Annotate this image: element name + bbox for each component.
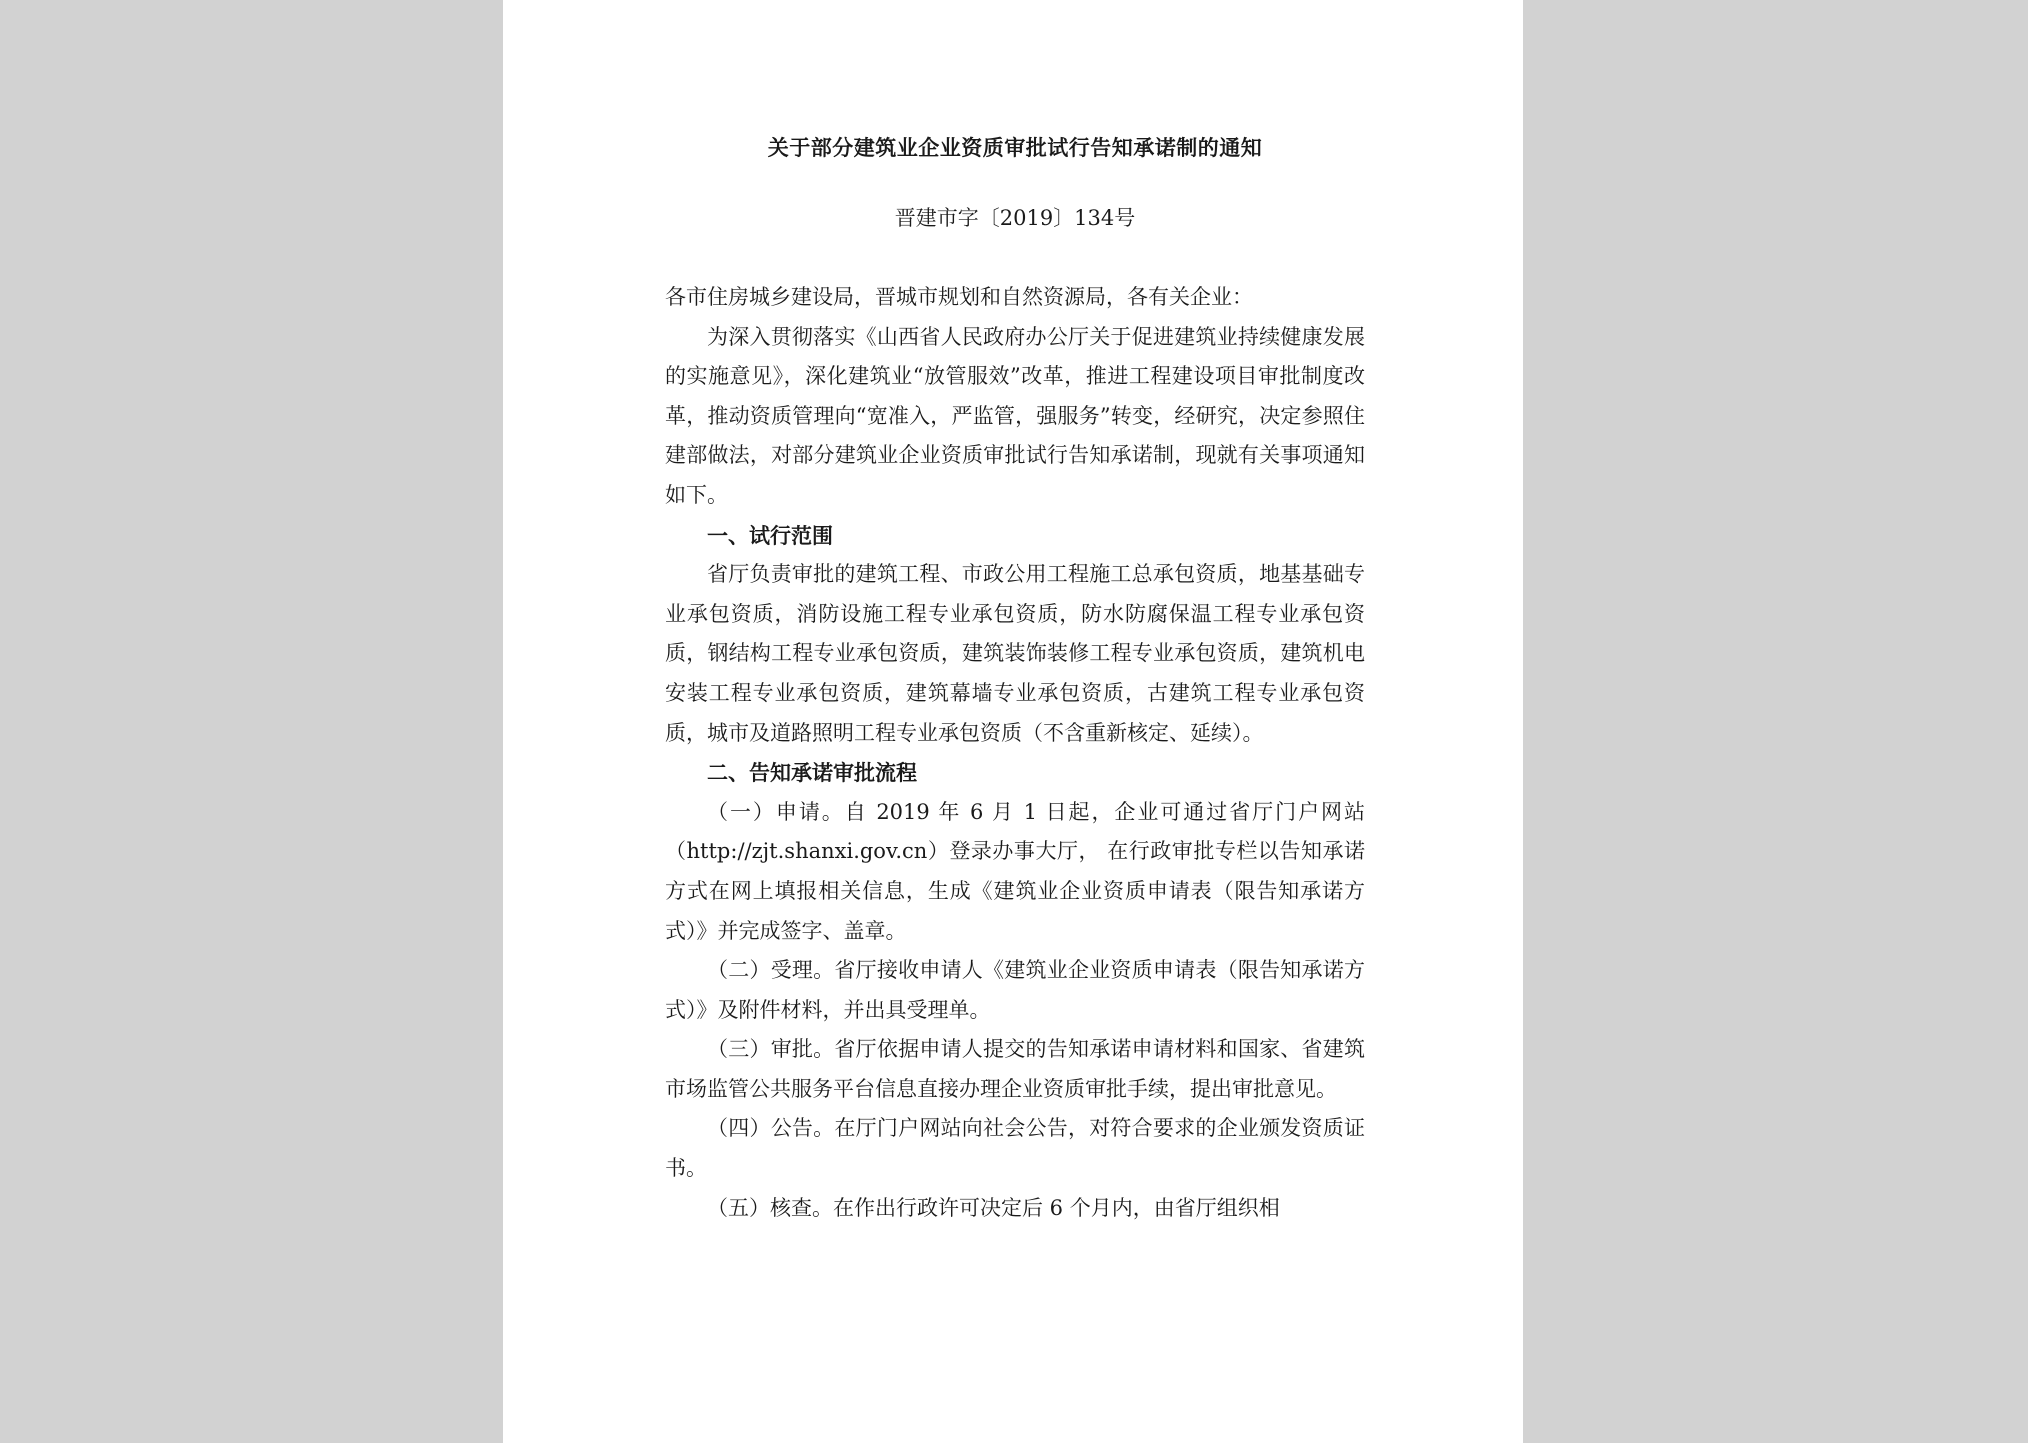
section-heading-process: 二、告知承诺审批流程	[707, 760, 917, 786]
process-step-approve: （三）审批。省厅依据申请人提交的告知承诺申请材料和国家、省建筑市场监管公共服务平台信息直接办理企业资质审批手续，提出审批意见。	[665, 1037, 1365, 1101]
document-title: 关于部分建筑业企业资质审批试行告知承诺制的通知	[767, 135, 1263, 160]
section-heading-scope: 一、试行范围	[707, 522, 833, 548]
document-page	[503, 0, 1523, 1443]
document-content	[665, 128, 1365, 1228]
addressee-line: 各市住房城乡建设局，晋城市规划和自然资源局，各有关企业：	[665, 285, 1253, 309]
process-step-apply: （一）申请。自 2019 年 6 月 1 日起，企业可通过省厅门户网站（http://zjt.shanxi.gov.cn）登录办事大厅， 在行政审批专栏以告知承诺方式在网上填报相关信息，生成《建筑业企业资质申请表（限告知承诺方式）》并完成签字、盖章。	[665, 799, 1365, 943]
process-step-accept: （二）受理。省厅接收申请人《建筑业企业资质申请表（限告知承诺方式）》及附件材料，并出具受理单。	[665, 958, 1365, 1022]
intro-paragraph: 为深入贯彻落实《山西省人民政府办公厅关于促进建筑业持续健康发展的实施意见》，深化建筑业“放管服效”改革，推进工程建设项目审批制度改革，推动资质管理向“宽准入，严监管，强服务”转变，经研究，决定参照住建部做法，对部分建筑业企业资质审批试行告知承诺制，现就有关事项通知如下。	[665, 324, 1365, 507]
process-step-announce: （四）公告。在厅门户网站向社会公告，对符合要求的企业颁发资质证书。	[665, 1116, 1365, 1181]
document-number: 晋建市字〔2019〕134号	[894, 206, 1136, 230]
document-body	[665, 278, 1365, 1228]
scope-paragraph: 省厅负责审批的建筑工程、市政公用工程施工总承包资质，地基基础专业承包资质，消防设施工程专业承包资质，防水防腐保温工程专业承包资质，钢结构工程专业承包资质，建筑装饰装修工程专业承包资质，建筑机电安装工程专业承包资质，建筑幕墙专业承包资质，古建筑工程专业承包资质，城市及道路照明工程专业承包资质（不含重新核定、延续）。	[665, 562, 1365, 745]
process-step-verify: （五）核查。在作出行政许可决定后 6 个月内，由省厅组织相	[707, 1195, 1280, 1220]
